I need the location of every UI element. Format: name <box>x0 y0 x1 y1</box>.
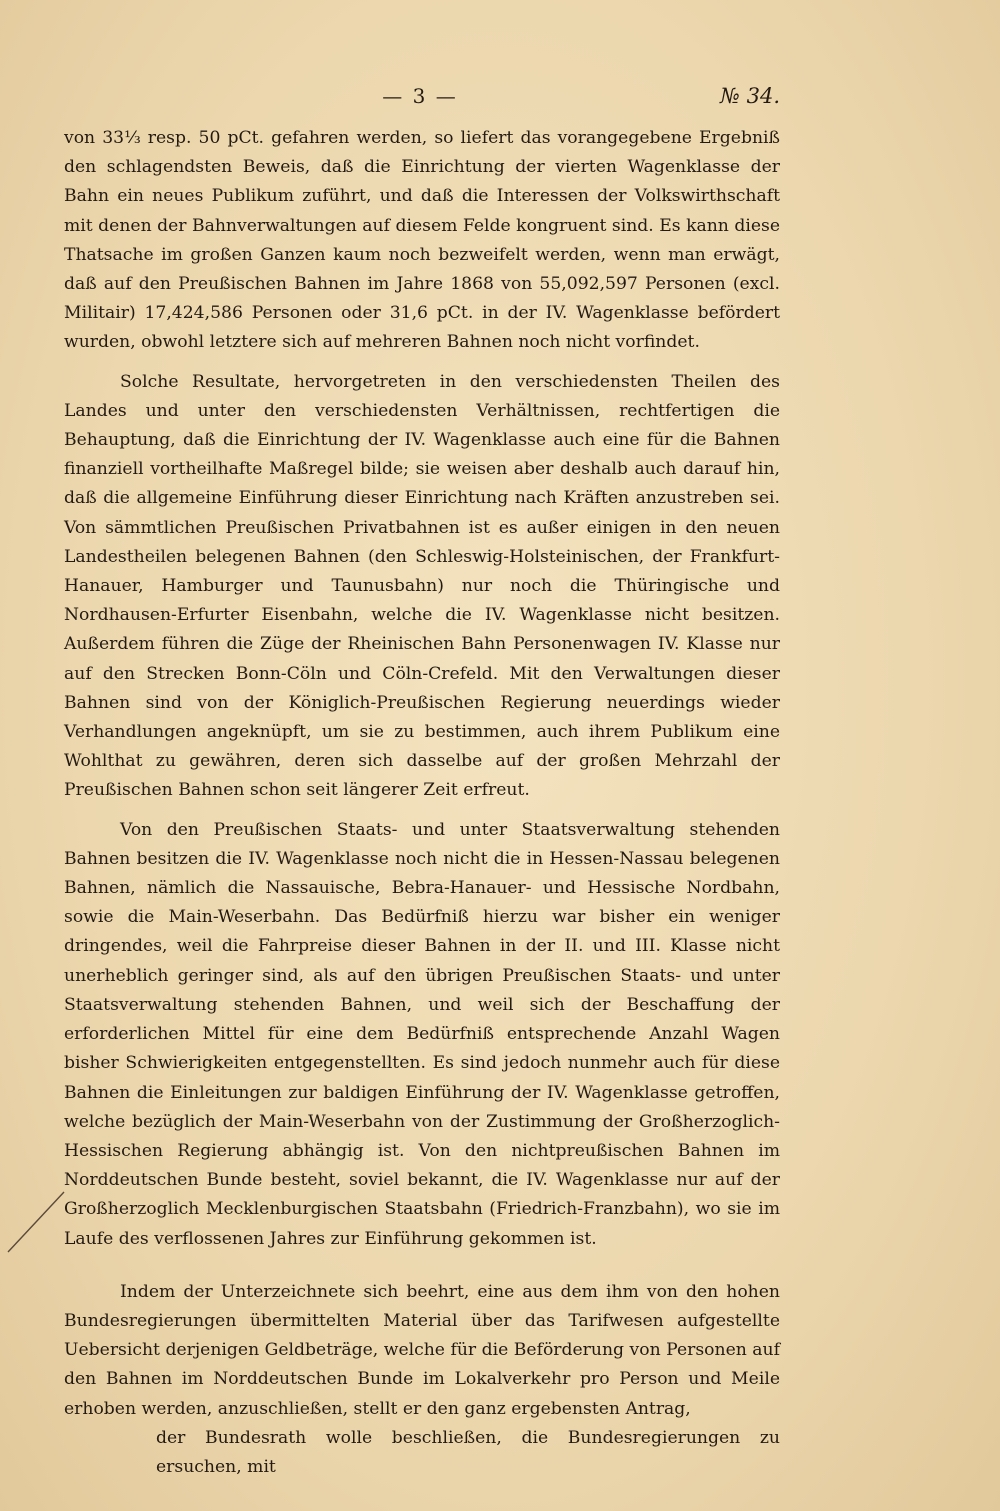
motion-paragraph: der Bundesrath wolle beschließen, die Bundesregierungen zu ersuchen, mit <box>156 1427 780 1477</box>
document-number: № 34. <box>720 84 780 108</box>
paragraph: von 33⅓ resp. 50 pCt. gefahren werden, so liefert das vorangegebene Ergebniß den schlagendsten Beweis, daß die Einrichtung der vierten Wagenklasse der Bahn ein neues Publikum zuführt, und daß die Interessen der Volkswirthschaft mit denen der Bahnverwaltungen auf diesem Felde kongruent sind. Es kann diese Thatsache im großen Ganzen kaum noch bezweifelt werden, wenn man erwägt, daß auf den Preußischen Bahnen im Jahre 1868 von 55,092,597 Personen (excl. Militair) 17,424,586 Personen oder 31,6 pCt. in der IV. Wagenklasse befördert wurden, obwohl letztere sich auf mehreren Bahnen noch nicht vorfindet. <box>64 128 780 353</box>
paragraph: Solche Resultate, hervorgetreten in den verschiedensten Theilen des Landes und unter den verschiedensten Verhältnissen, rechtfertigen die Behauptung, daß die Einrichtung der IV. Wagenklasse auch eine für die Bahnen finanziell vortheilhafte Maßregel bilde; sie weisen aber deshalb auch darauf hin, daß die allgemeine Einführung dieser Einrichtung nach Kräften anzustreben sei. Von sämmtlichen Preußischen Privatbahnen ist es außer einigen in den neuen Landestheilen belegenen Bahnen (den Schleswig-Holsteinischen, der Frankfurt-Hanauer, Hamburger und Taunusbahn) nur noch die Thüringische und Nordhausen-Erfurter Eisenbahn, welche die IV. Wagenklasse nicht besitzen. Außerdem führen die Züge der Rheinischen Bahn Personenwagen IV. Klasse nur auf den Strecken Bonn-Cöln und Cöln-Crefeld. Mit den Verwaltungen dieser Bahnen sind von der Königlich-Preußischen Regierung neuerdings wieder Verhandlungen angeknüpft, um sie zu bestimmen, auch ihrem Publikum eine Wohlthat zu gewähren, deren sich dasselbe auf der großen Mehrzahl der Preußischen Bahnen schon seit längerer Zeit erfreut. <box>64 371 780 801</box>
document-body <box>64 124 780 1482</box>
page-header <box>0 84 1000 114</box>
page-number: — 3 — <box>382 84 458 108</box>
paragraph: Indem der Unterzeichnete sich beehrt, eine aus dem ihm von den hohen Bundesregierungen übermittelten Material über das Tarifwesen aufgestellte Uebersicht derjenigen Geldbeträge, welche für die Beförderung von Personen auf den Bahnen im Norddeutschen Bunde im Lokalverkehr pro Person und Meile erhoben werden, anzuschließen, stellt er den ganz ergebensten Antrag, <box>64 1281 780 1419</box>
paragraph: Von den Preußischen Staats- und unter Staatsverwaltung stehenden Bahnen besitzen die IV. Wagenklasse noch nicht die in Hessen-Nassau belegenen Bahnen, nämlich die Nassauische, Bebra-Hanauer- und Hessische Nordbahn, sowie die Main-Weserbahn. Das Bedürfniß hierzu war bisher ein weniger dringendes, weil die Fahrpreise dieser Bahnen in der II. und III. Klasse nicht unerheblich geringer sind, als auf den übrigen Preußischen Staats- und unter Staatsverwaltung stehenden Bahnen, und weil sich der Beschaffung der erforderlichen Mittel für eine dem Bedürfniß entsprechende Anzahl Wagen bisher Schwierigkeiten entgegenstellten. Es sind jedoch nunmehr auch für diese Bahnen die Einleitungen zur baldigen Einführung der IV. Wagenklasse getroffen, welche bezüglich der Main-Weserbahn von der Zustimmung der Großherzoglich-Hessischen Regierung abhängig ist. Von den nichtpreußischen Bahnen im Norddeutschen Bunde besteht, soviel bekannt, die IV. Wagenklasse nur auf der Großherzoglich Mecklenburgischen Staatsbahn (Friedrich-Franzbahn), wo sie im Laufe des verflossenen Jahres zur Einführung gekommen ist. <box>64 819 780 1249</box>
